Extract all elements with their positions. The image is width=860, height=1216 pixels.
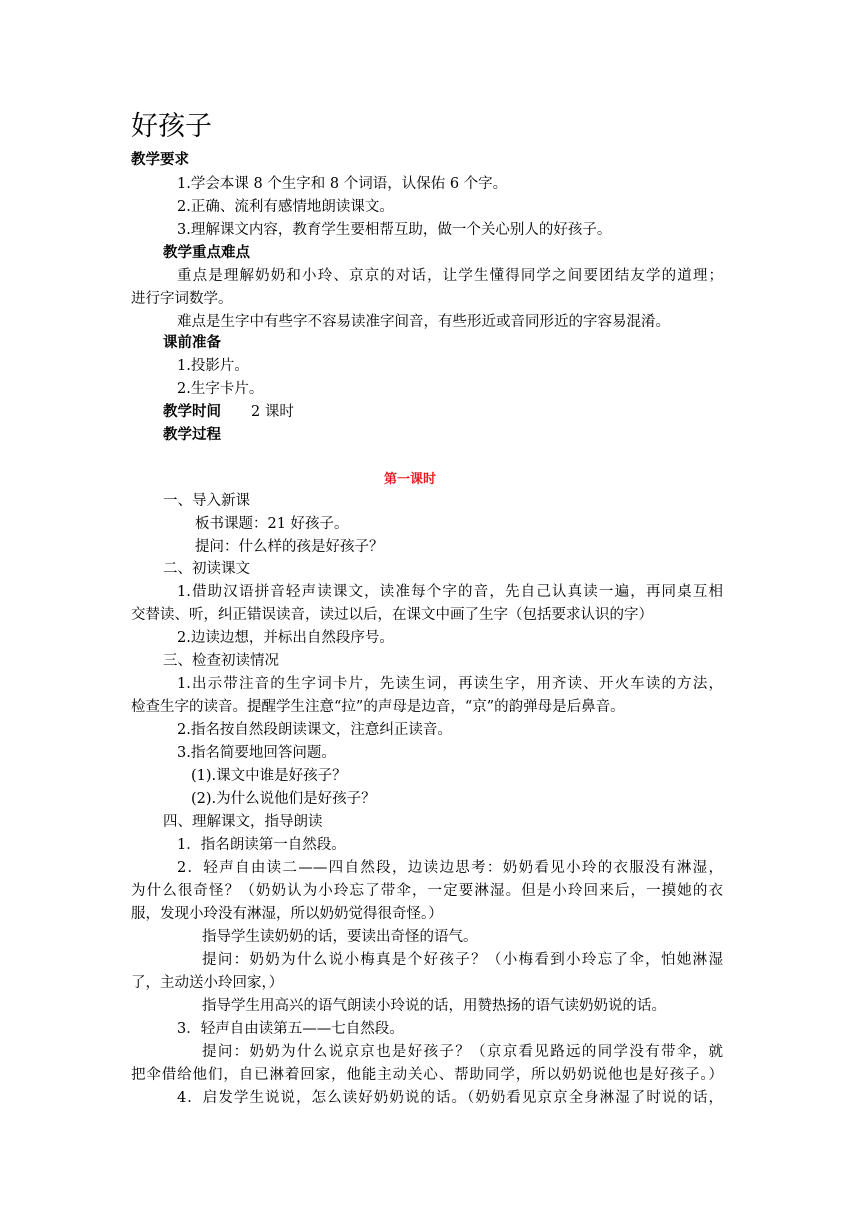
- requirement-1: 1.学会本课 8 个生字和 8 个词语，认保佑 6 个字。: [177, 176, 508, 192]
- lesson-title: 第一课时: [384, 472, 437, 487]
- section-4-line-2f: 了，主动送小玲回家，）: [131, 975, 284, 991]
- section-3-line-2: 2.指名按自然段朗读课文，注意纠正读音。: [177, 722, 452, 738]
- section-1-line-1: 板书课题：21 好孩子。: [195, 516, 349, 532]
- section-2-heading: 二、初读课文: [163, 561, 250, 577]
- section-4-line-3a: 提问：奶奶为什么说京京也是好孩子？（京京看见路远的同学没有带伞，就: [202, 1044, 723, 1060]
- preparation-heading: 课前准备: [163, 335, 221, 351]
- section-3-heading: 三、检查初读情况: [163, 653, 279, 669]
- section-4-line-2d: 指导学生读奶奶的话，要读出奇怪的语气。: [202, 929, 478, 945]
- preparation-2: 2.生字卡片。: [177, 381, 264, 397]
- section-1-line-2: 提问：什么样的孩是好孩子？: [195, 539, 384, 555]
- requirement-2: 2.正确、流利有感情地朗读课文。: [177, 199, 394, 215]
- section-4-line-2c: 服，发现小玲没有淋湿，所以奶奶觉得很奇怪。）: [131, 906, 443, 922]
- section-3-question-2: (2).为什么说他们是好孩子？: [191, 791, 376, 807]
- section-4-line-1: 1．指名朗读第一自然段。: [177, 837, 346, 853]
- section-4-line-2g: 指导学生用高兴的语气朗读小玲说的话，用赞热扬的语气读奶奶说的话。: [202, 998, 666, 1014]
- section-4-line-2e: 提问：奶奶为什么说小梅真是个好孩子？（小梅看到小玲忘了伞，怕她淋湿: [202, 952, 723, 968]
- section-4-heading: 四、理解课文，指导朗读: [163, 814, 323, 830]
- section-4-line-3: 3．轻声自由读第五——七自然段。: [177, 1021, 404, 1037]
- key-points-heading: 教学重点难点: [163, 245, 250, 261]
- section-4-line-2b: 为什么很奇怪？（奶奶认为小玲忘了带伞，一定要淋湿。但是小玲回来后，一摸她的衣: [131, 883, 723, 899]
- requirement-3: 3.理解课文内容，教育学生要相帮互助，做一个关心别人的好孩子。: [177, 222, 612, 238]
- teaching-time-value: 2 课时: [251, 404, 294, 420]
- section-4-line-3b: 把伞借给他们，自已淋着回家，他能主动关心、帮助同学，所以奶奶说他也是好孩子。）: [131, 1067, 723, 1083]
- key-point-2: 难点是生字中有些字不容易读准字间音，有些形近或音同形近的字容易混淆。: [177, 314, 670, 330]
- section-3-line-3: 3.指名简要地回答问题。: [177, 745, 336, 761]
- key-point-1b: 进行字词数学。: [131, 291, 233, 307]
- section-4-line-2a: 2．轻声自由读二——四自然段，边读边思考：奶奶看见小玲的衣服没有淋湿，: [177, 860, 723, 876]
- process-heading: 教学过程: [163, 427, 221, 443]
- teaching-time-label: 教学时间: [163, 404, 221, 420]
- key-point-1a: 重点是理解奶奶和小玲、京京的对话，让学生懂得同学之间要团结友学的道理；: [177, 268, 723, 284]
- section-3-line-1a: 1.出示带注音的生字词卡片，先读生词，再读生字，用齐读、开火车读的方法，: [177, 676, 723, 692]
- section-2-line-1b: 交替读、听，纠正错误读音，读过以后，在课文中画了生字（包括要求认识的字）: [131, 607, 653, 623]
- section-4-line-4: 4．启发学生说说，怎么读好奶奶说的话。（奶奶看见京京全身淋湿了时说的话，: [177, 1090, 723, 1106]
- section-2-line-1a: 1.借助汉语拼音轻声读课文，读准每个字的音，先自己认真读一遍，再同桌互相: [177, 584, 723, 600]
- preparation-1: 1.投影片。: [177, 358, 249, 374]
- section-3-line-1b: 检查生字的读音。提醒学生注意“拉”的声母是边音，“京”的韵弹母是后鼻音。: [131, 699, 625, 715]
- section-3-question-1: (1).课文中谁是好孩子？: [191, 768, 347, 784]
- section-1-heading: 一、导入新课: [163, 493, 250, 509]
- requirements-heading: 教学要求: [131, 152, 189, 168]
- teaching-time: [163, 402, 294, 422]
- page-title: 好孩子: [131, 111, 212, 142]
- section-2-line-2: 2.边读边想，并标出自然段序号。: [177, 630, 394, 646]
